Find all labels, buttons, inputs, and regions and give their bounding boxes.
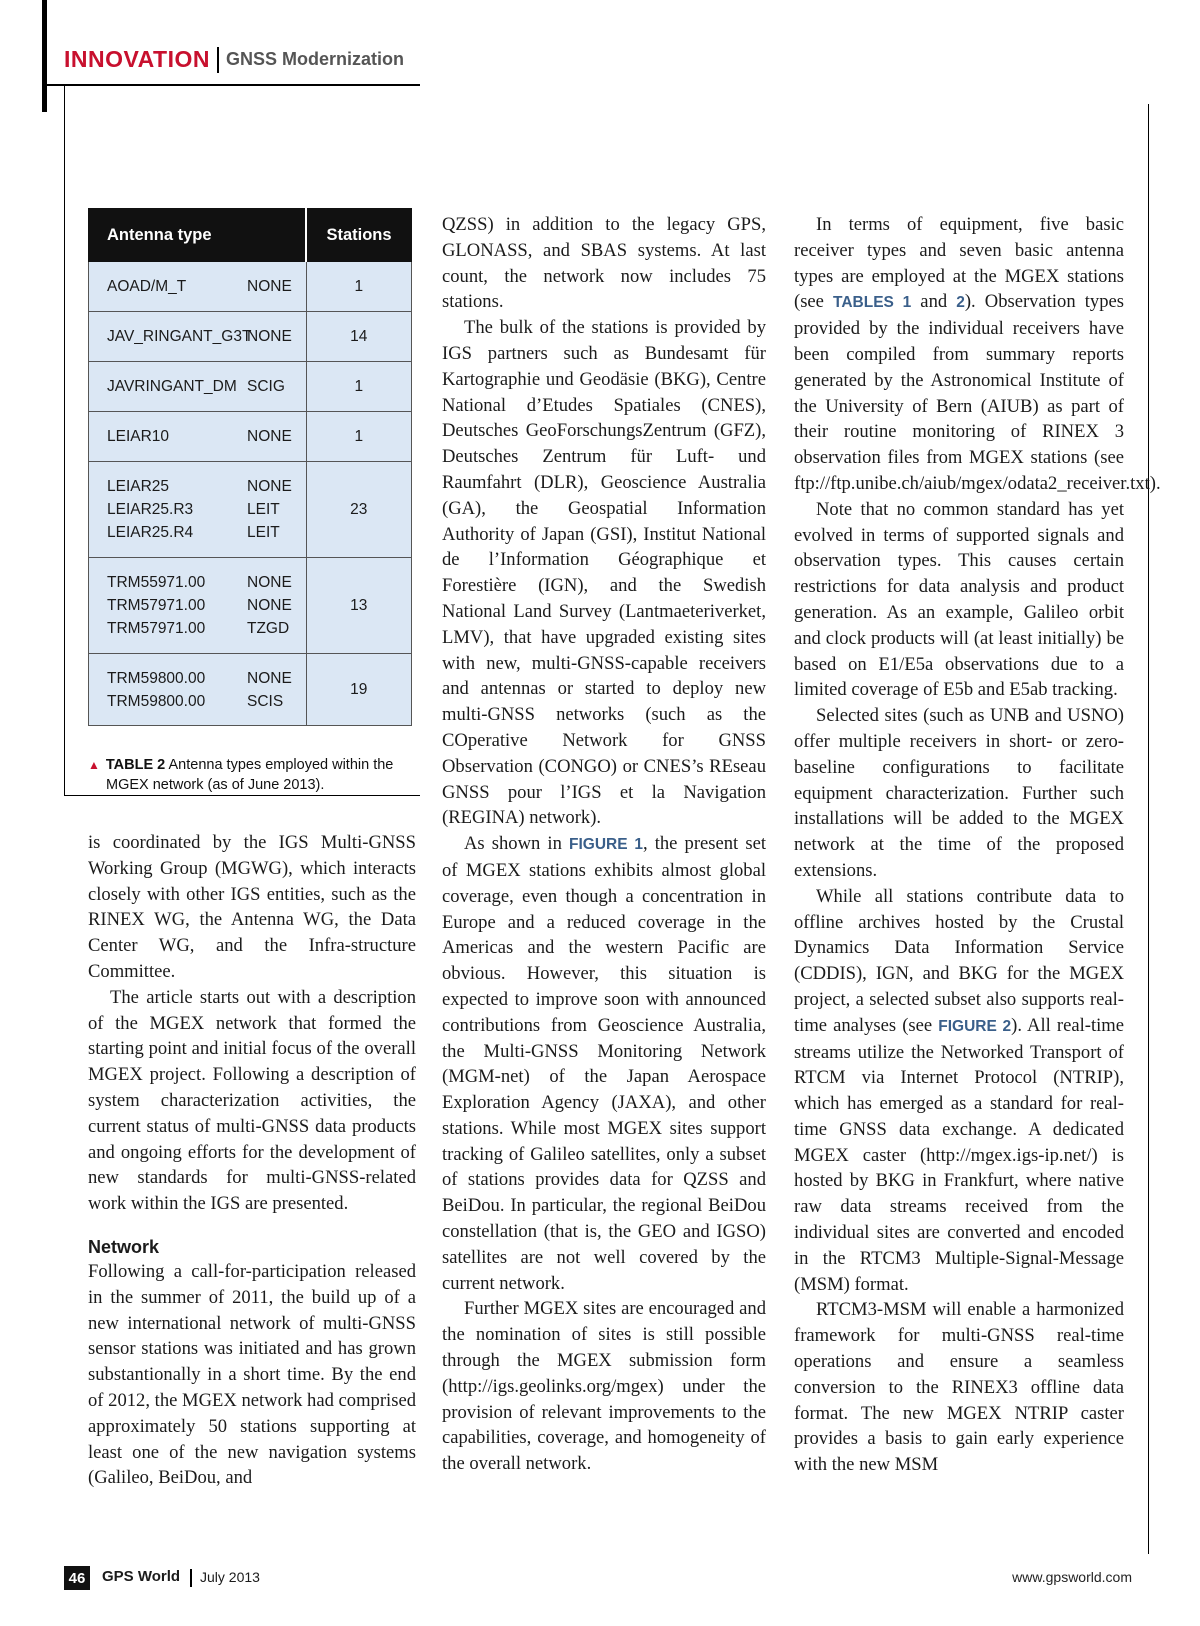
col2-p3-text-a: As shown in [464,833,569,855]
antenna-model: LEIAR25.R3 [107,501,194,518]
page-footer [64,1566,1132,1594]
table-bottom-rule [64,795,420,796]
antenna-model: JAVRINGANT_DM [107,378,237,395]
column-3 [794,212,1161,1478]
antenna-model: TRM59800.00 [107,692,206,710]
antenna-model: JAV_RINGANT_G3T [107,328,252,345]
table-row [89,312,412,362]
antenna-line [107,498,306,521]
caption-triangle-icon: ▲ [88,758,100,772]
radome-code: NONE [247,478,292,495]
antenna-line [107,594,306,617]
antenna-cell [89,262,307,312]
table-row [89,262,412,312]
right-margin-rule [1148,104,1149,1554]
table-header-row [89,209,412,262]
radome-code: NONE [247,669,292,687]
antenna-model: LEIAR25.R4 [107,524,194,541]
table-row [89,462,412,558]
col1-paragraph-3: Following a call-for-participation released in the summer of 2011, the build up of a new international network of multi-GNSS sensor stations was initiated and has grown substantionally in a short time. By the end of 2012, the MGEX network had comprised approximately 50 stations supporting at least one of the new navigation systems (Galileo, BeiDou, and [88,1260,416,1489]
col2-paragraph-2: The bulk of the stations is provided by IGS partners such as Bundesamt für Kartographie und Geodäsie (BKG), Centre National d’Etudes Spatiales (CNES), Deutsches GeoForschungsZentrum (GFZ), Deutsches Zentrum für Luft- und Raumfahrt (DLR), Geoscience Australia (GA), the Geospatial Information Authority of Japan (GSI), Institut National de l’Information Géographique et Forestière (IGN), and the Swedish National Land Survey (Lantmaeteriverket, LMV), that have upgraded existing sites with new, multi-GNSS-capable receivers and antennas or started to deploy new multi-GNSS networks (such as the COperative Network for GNSS Observation (CONGO) or CNES’s REseau GNSS pour l’IGS et la Navigation (REGINA) network). [442,317,766,829]
radome-code: LEIT [247,524,280,541]
section-title: INNOVATION [64,46,210,72]
antenna-model: LEIAR25 [107,478,170,495]
page-header [64,46,404,73]
antenna-line [107,690,306,713]
issue-date: July 2013 [200,1569,260,1585]
antenna-cell [89,312,307,362]
stations-count: 1 [306,362,412,412]
col3-paragraph-5: RTCM3-MSM will enable a harmonized framework for multi-GNSS real-time operations and ensure a seamless conversion to the RINEX3 offline data format. The new MGEX NTRIP caster provides a basis to gain early experience with the new MSM [794,1299,1124,1476]
radome-code: NONE [247,597,292,614]
table-frame-rule [64,86,65,796]
header-rule [42,84,420,86]
stations-count: 1 [306,412,412,462]
antenna-model: TRM57971.00 [107,620,206,637]
stations-count: 14 [306,312,412,362]
antenna-line [107,425,306,448]
page-number: 46 [64,1566,90,1590]
stations-count: 13 [306,558,412,654]
radome-code: SCIS [247,692,284,710]
table-body [89,262,412,726]
col3-p4-text-a: While all stations contribute data to offline archives hosted by the Crustal Dynamics Data Information Service (CDDIS), IGN, and BKG for the MGEX project, a selected subset also supports real-time analyses (see [794,885,1124,1036]
caption-text-2: MGEX network (as of June 2013). [106,777,325,793]
antenna-cell [89,558,307,654]
table-row [89,558,412,654]
col3-p1-text-a: In terms of equipment, five basic receiver types and seven basic antenna types are employed at the MGEX stations (see [794,214,1124,313]
radome-code: NONE [247,574,292,591]
antenna-line [107,475,306,498]
radome-code: NONE [247,428,292,445]
header-divider [217,47,219,73]
antenna-cell [89,362,307,412]
col3-p1-and: and [911,291,957,313]
caption-text: Antenna types employed within the [168,757,394,773]
column-1 [88,830,416,1491]
col1-paragraph-1: is coordinated by the IGS Multi-GNSS Working Group (MGWG), which interacts closely with other IGS entities, such as the RINEX WG, the Antenna WG, the Data Center WG, and the Infra-structure Committee. [88,832,416,982]
antenna-line [107,571,306,594]
table-2-ref[interactable]: 2 [956,294,965,312]
left-margin-bar [42,0,47,112]
antenna-line [107,667,306,690]
table-row [89,412,412,462]
subsection-title: GNSS Modernization [225,49,404,69]
stations-count: 23 [306,462,412,558]
antenna-model: AOAD/M_T [107,278,187,295]
table-caption [88,755,418,795]
antenna-cell [89,412,307,462]
antenna-model: TRM57971.00 [107,597,206,614]
col3-paragraph-1 [794,212,1161,497]
tables-1-ref[interactable]: TABLES 1 [833,294,912,312]
caption-tag: TABLE 2 [105,757,166,773]
radome-code: LEIT [247,501,280,518]
col2-paragraph-3 [442,831,766,1296]
table-row [89,362,412,412]
antenna-model: TRM59800.00 [107,669,206,687]
antenna-model: TRM55971.00 [107,574,206,591]
radome-code: NONE [247,278,292,295]
stations-count: 1 [306,262,412,312]
figure-2-ref[interactable]: FIGURE 2 [938,1017,1012,1035]
antenna-table [88,208,412,726]
antenna-line [107,375,306,398]
col3-p1-text-b: ). Observation types provided by the individual receivers have been compiled from summary reports generated by the Astronomical Institute of the University of Bern (AIUB) as part of their routine monitoring of RINEX 3 observation files from MGEX stations (see ftp://ftp.unibe.ch/aiub/mgex/odata2_receiver.txt). [794,291,1161,494]
col2-paragraph-1: QZSS) in addition to the legacy GPS, GLONASS, and SBAS systems. At last count, the network now includes 75 stations. [442,214,766,313]
col3-paragraph-3: Selected sites (such as UNB and USNO) offer multiple receivers in short- or zero-baseline configurations to facilitate equipment characterization. Further such installations will be added to the MGEX network at the time of the proposed extensions. [794,705,1124,881]
column-2 [442,212,766,1477]
header-antenna-type: Antenna type [89,209,307,262]
col3-paragraph-4 [794,884,1124,1298]
col2-paragraph-4: Further MGEX sites are encouraged and the nomination of sites is still possible through the MGEX submission form (http://igs.geolinks.org/mgex) under the provision of relevant improvements to the capabilities, coverage, and homogeneity of the overall network. [442,1298,766,1475]
antenna-model: LEIAR10 [107,428,170,445]
antenna-line [107,275,306,298]
website-link[interactable]: www.gpsworld.com [1012,1569,1132,1585]
antenna-line [107,325,306,348]
magazine-name: GPS World [102,1568,181,1585]
col1-paragraph-2: The article starts out with a description of the MGEX network that formed the starting point and initial focus of the overall MGEX project. Following a description of system characterization activities, the current status of multi-GNSS data products and ongoing efforts for the development of new standards for multi-GNSS-related work within the IGS are presented. [88,986,416,1215]
header-stations: Stations [306,209,412,262]
section-heading-network: Network [88,1236,160,1257]
figure-1-ref[interactable]: FIGURE 1 [569,836,643,854]
col3-p4-text-b: ). All real-time streams utilize the Networked Transport of RTCM via Internet Protocol (NTRIP), which has emerged as a standard for real-time GNSS data exchange. A dedicated MGEX caster (http://mgex.igs-ip.net/) is hosted by BKG in Frankfurt, where native raw data streams received from the individual sites are converted and encoded in the RTCM3 Multiple-Signal-Message (MSM) format. [794,1014,1124,1295]
stations-count: 19 [306,654,412,726]
antenna-cell [89,654,307,726]
radome-code: TZGD [247,620,290,637]
table-row [89,654,412,726]
antenna-line [107,521,306,544]
footer-divider [190,1569,192,1587]
col3-paragraph-2: Note that no common standard has yet evolved in terms of supported signals and observation types. This causes certain restrictions for data analysis and product generation. As an example, Galileo orbit and clock products will (at least initially) be based on E1/E5a observations due to a limited coverage of E5b and E5ab tracking. [794,498,1124,701]
antenna-line [107,617,306,640]
radome-code: SCIG [247,378,285,395]
antenna-cell [89,462,307,558]
col2-p3-text-b: , the present set of MGEX stations exhibits almost global coverage, even though a concentration in Europe and a reduced coverage in the Americas and the western Pacific are obvious. However, this situation is expected to improve soon with announced contributions from Geoscience Australia, the Multi-GNSS Monitoring Network (MGM-net) of the Japan Aerospace Exploration Agency (JAXA), and other stations. While most MGEX sites support tracking of Galileo satellites, only a subset of stations provides data for QZSS and BeiDou. In particular, the regional BeiDou constellation (that is, the GEO and IGSO) satellites are not well covered by the current network. [442,833,766,1294]
radome-code: NONE [247,328,292,345]
